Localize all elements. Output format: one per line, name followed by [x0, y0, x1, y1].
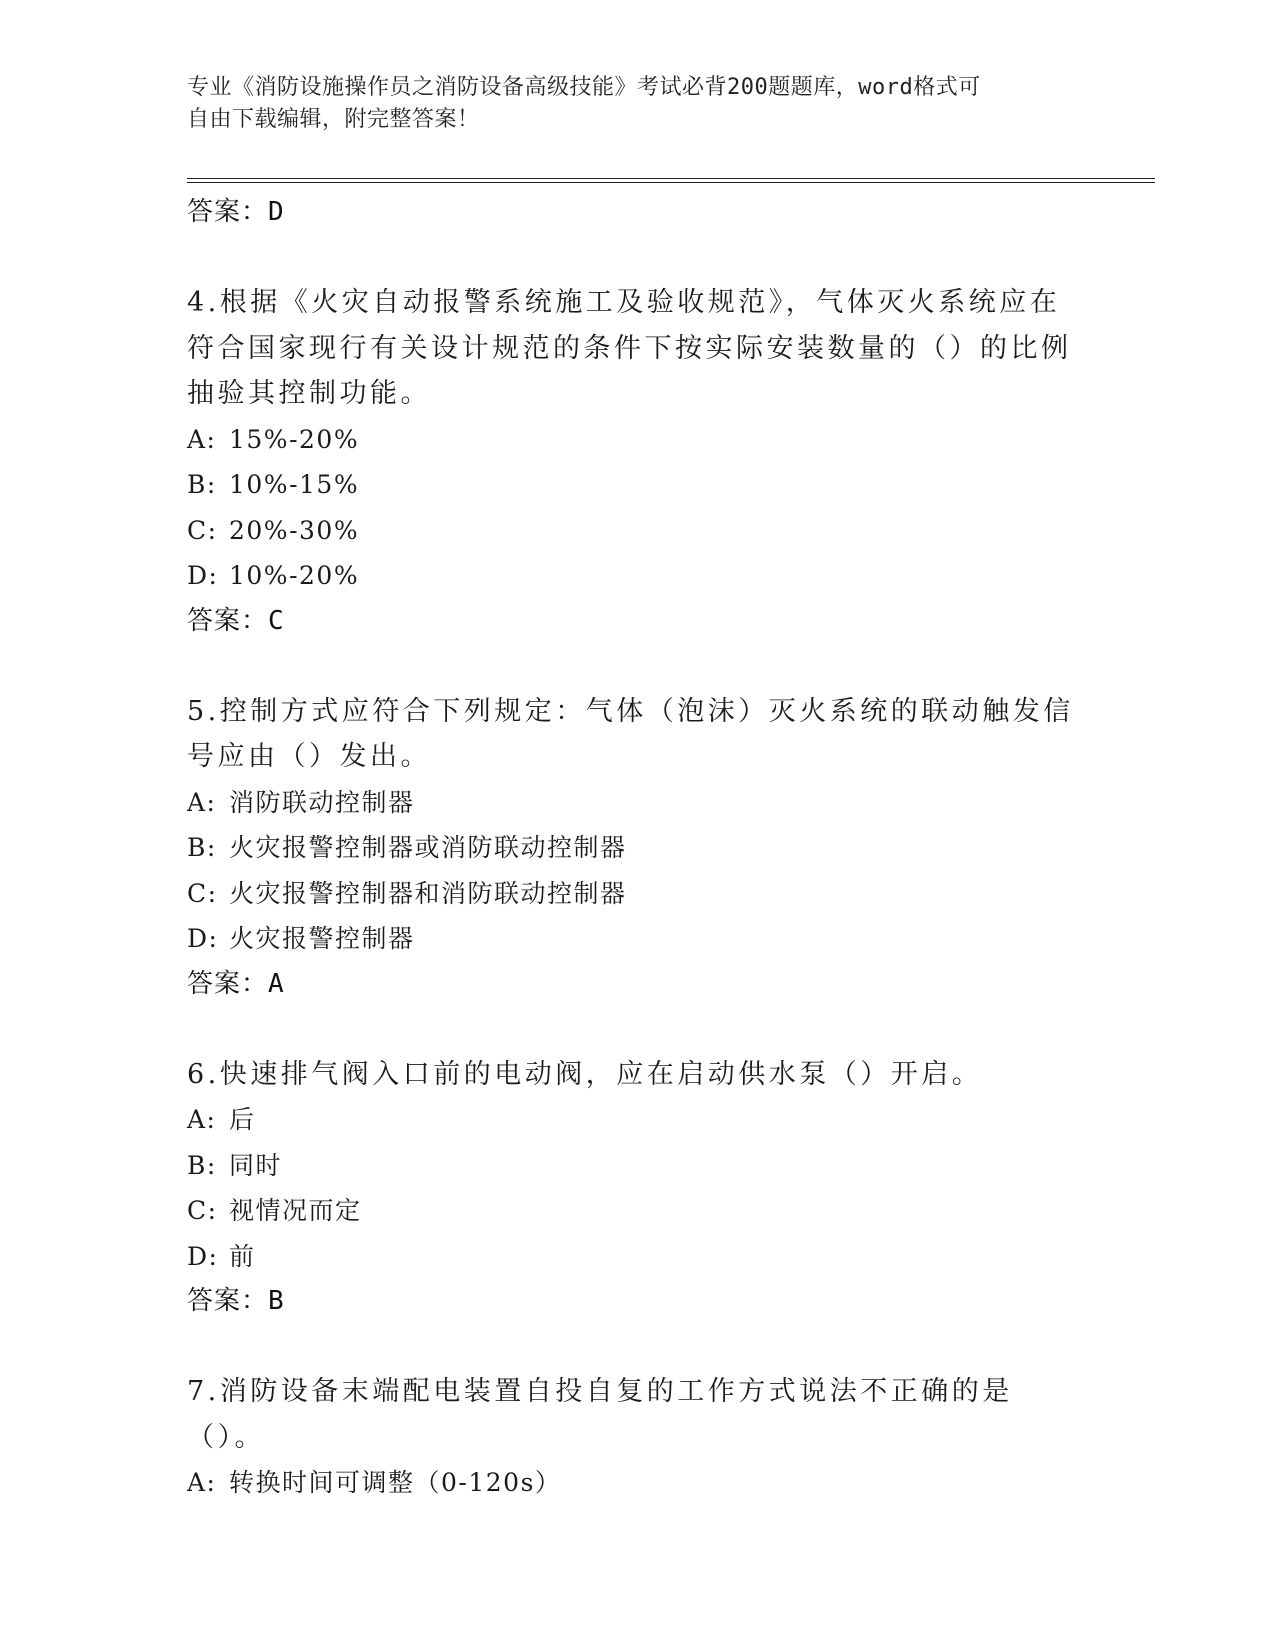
question-list — [187, 190, 1087, 1506]
option-letter: A: — [187, 1468, 217, 1497]
option-text: 15%-20% — [229, 424, 360, 454]
option-letter: D: — [187, 561, 219, 590]
question-stem: 5.控制方式应符合下列规定：气体（泡沫）灭火系统的联动触发信号应由（）发出。 — [187, 695, 1074, 772]
option-text: 火灾报警控制器或消防联动控制器 — [229, 833, 627, 862]
document-header — [187, 72, 1087, 136]
option-text: 后 — [229, 1105, 256, 1134]
option-text: 消防联动控制器 — [229, 787, 415, 817]
header-line-1: 专业《消防设施操作员之消防设备高级技能》考试必背200题题库，word格式可 — [187, 75, 981, 100]
option-text: 20%-30% — [229, 515, 360, 545]
option-a — [187, 1460, 1087, 1506]
question-answer: 答案：B — [187, 1286, 285, 1316]
option-b — [187, 462, 1087, 508]
question-stem: 6.快速排气阀入口前的电动阀，应在启动供水泵（）开启。 — [187, 1058, 983, 1090]
option-text: 10%-15% — [229, 470, 360, 499]
option-c — [187, 1188, 1087, 1234]
option-letter: A: — [187, 424, 217, 454]
option-d — [187, 553, 1087, 599]
option-text: 火灾报警控制器和消防联动控制器 — [229, 878, 627, 908]
option-letter: C: — [187, 1196, 218, 1225]
header-line-2: 自由下载编辑，附完整答案！ — [187, 107, 480, 132]
option-letter: D: — [187, 1241, 219, 1271]
question-4 — [187, 280, 1087, 643]
question-7 — [187, 1369, 1087, 1506]
option-letter: C: — [187, 515, 218, 545]
option-a — [187, 417, 1087, 463]
question-stem: 4.根据《火灾自动报警系统施工及验收规范》，气体灭火系统应在符合国家现行有关设计规范的条件下按实际安装数量的（）的比例抽验其控制功能。 — [187, 287, 1072, 409]
option-letter: A: — [187, 787, 217, 817]
option-letter: C: — [187, 878, 218, 908]
option-d — [187, 1234, 1087, 1280]
question-answer: 答案：C — [187, 605, 285, 636]
option-text: 转换时间可调整（0-120s） — [229, 1468, 562, 1497]
header-divider-top — [187, 178, 1155, 179]
option-text: 前 — [229, 1241, 256, 1271]
option-text: 10%-20% — [229, 561, 360, 590]
option-letter: B: — [187, 1150, 217, 1180]
question-answer: 答案：A — [187, 968, 285, 999]
option-text: 同时 — [229, 1150, 283, 1180]
option-letter: A: — [187, 1105, 217, 1134]
option-d — [187, 916, 1087, 962]
previous-answer: 答案：D — [187, 197, 285, 227]
option-c — [187, 508, 1087, 554]
option-b — [187, 1143, 1087, 1189]
option-text: 火灾报警控制器 — [229, 924, 415, 953]
option-b — [187, 825, 1087, 871]
option-text: 视情况而定 — [229, 1196, 362, 1225]
option-letter: B: — [187, 833, 217, 862]
question-stem: 7.消防设备末端配电装置自投自复的工作方式说法不正确的是（）。 — [187, 1376, 1013, 1453]
option-a — [187, 1097, 1087, 1143]
option-c — [187, 871, 1087, 917]
question-5 — [187, 689, 1087, 1006]
question-6 — [187, 1052, 1087, 1324]
option-a — [187, 780, 1087, 826]
header-divider-bottom — [187, 182, 1155, 183]
option-letter: B: — [187, 470, 217, 499]
option-letter: D: — [187, 924, 219, 953]
